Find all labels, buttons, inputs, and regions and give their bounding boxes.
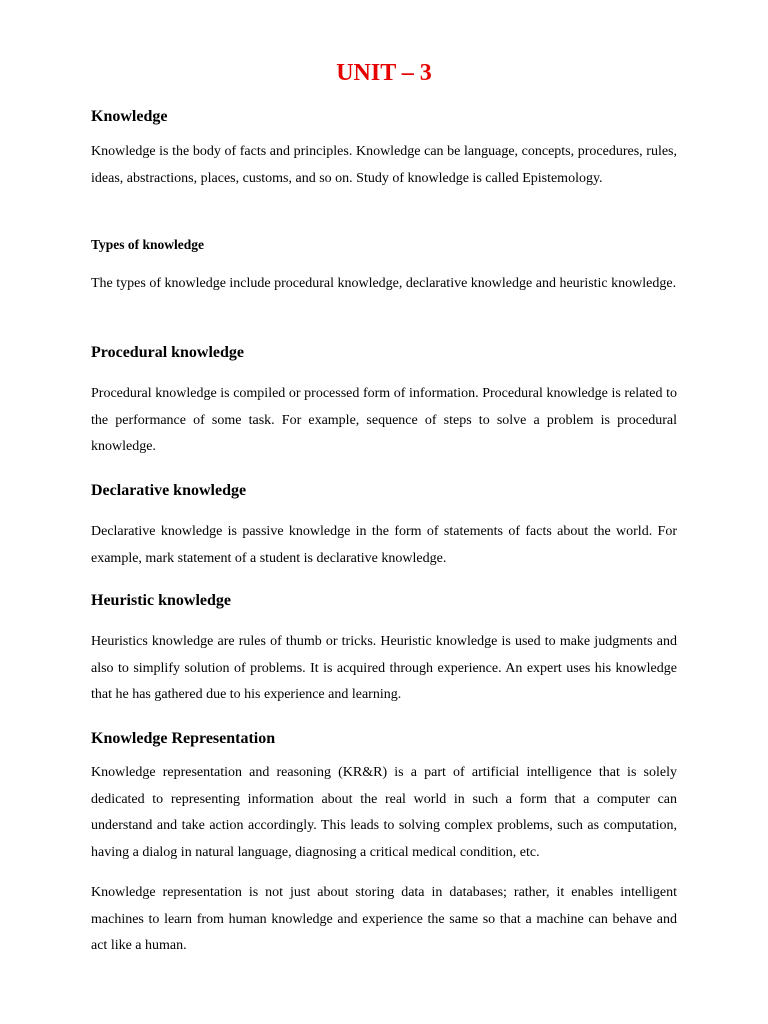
paragraph-procedural: Procedural knowledge is compiled or processed form of information. Procedural knowledge is related to the performance of some task. For example, sequence of steps to solve a problem is procedural knowledge. [91, 386, 677, 454]
paragraph-types: The types of knowledge include procedural knowledge, declarative knowledge and heuristic knowledge. [91, 276, 677, 291]
heading-knowledge: Knowledge [91, 108, 168, 125]
unit-title: UNIT – 3 [336, 60, 432, 86]
heading-declarative: Declarative knowledge [91, 482, 247, 499]
heading-knowledge-representation: Knowledge Representation [91, 730, 276, 747]
paragraph-representation-1: Knowledge representation and reasoning (KR&R) is a part of artificial intelligence that is solely dedicated to representing information about the real world in such a form that a computer can understand and take action accordingly. This leads to solving complex problems, such as computation, having a dialog in natural language, diagnosing a critical medical condition, etc. [91, 765, 677, 860]
paragraph-knowledge: Knowledge is the body of facts and principles. Knowledge can be language, concepts, procedures, rules, ideas, abstractions, places, customs, and so on. Study of knowledge is called Epistemology. [91, 144, 677, 186]
heading-heuristic: Heuristic knowledge [91, 592, 231, 609]
paragraph-representation-2: Knowledge representation is not just about storing data in databases; rather, it enables intelligent machines to learn from human knowledge and experience the same so that a machine can behave and act like a human. [91, 885, 677, 953]
paragraph-heuristic: Heuristics knowledge are rules of thumb or tricks. Heuristic knowledge is used to make judgments and also to simplify solution of problems. It is acquired through experience. An expert uses his knowledge that he has gathered due to his experience and learning. [91, 634, 677, 702]
heading-procedural: Procedural knowledge [91, 344, 245, 361]
paragraph-declarative: Declarative knowledge is passive knowledge in the form of statements of facts about the world. For example, mark statement of a student is declarative knowledge. [91, 524, 677, 566]
heading-types-of-knowledge: Types of knowledge [91, 237, 205, 252]
